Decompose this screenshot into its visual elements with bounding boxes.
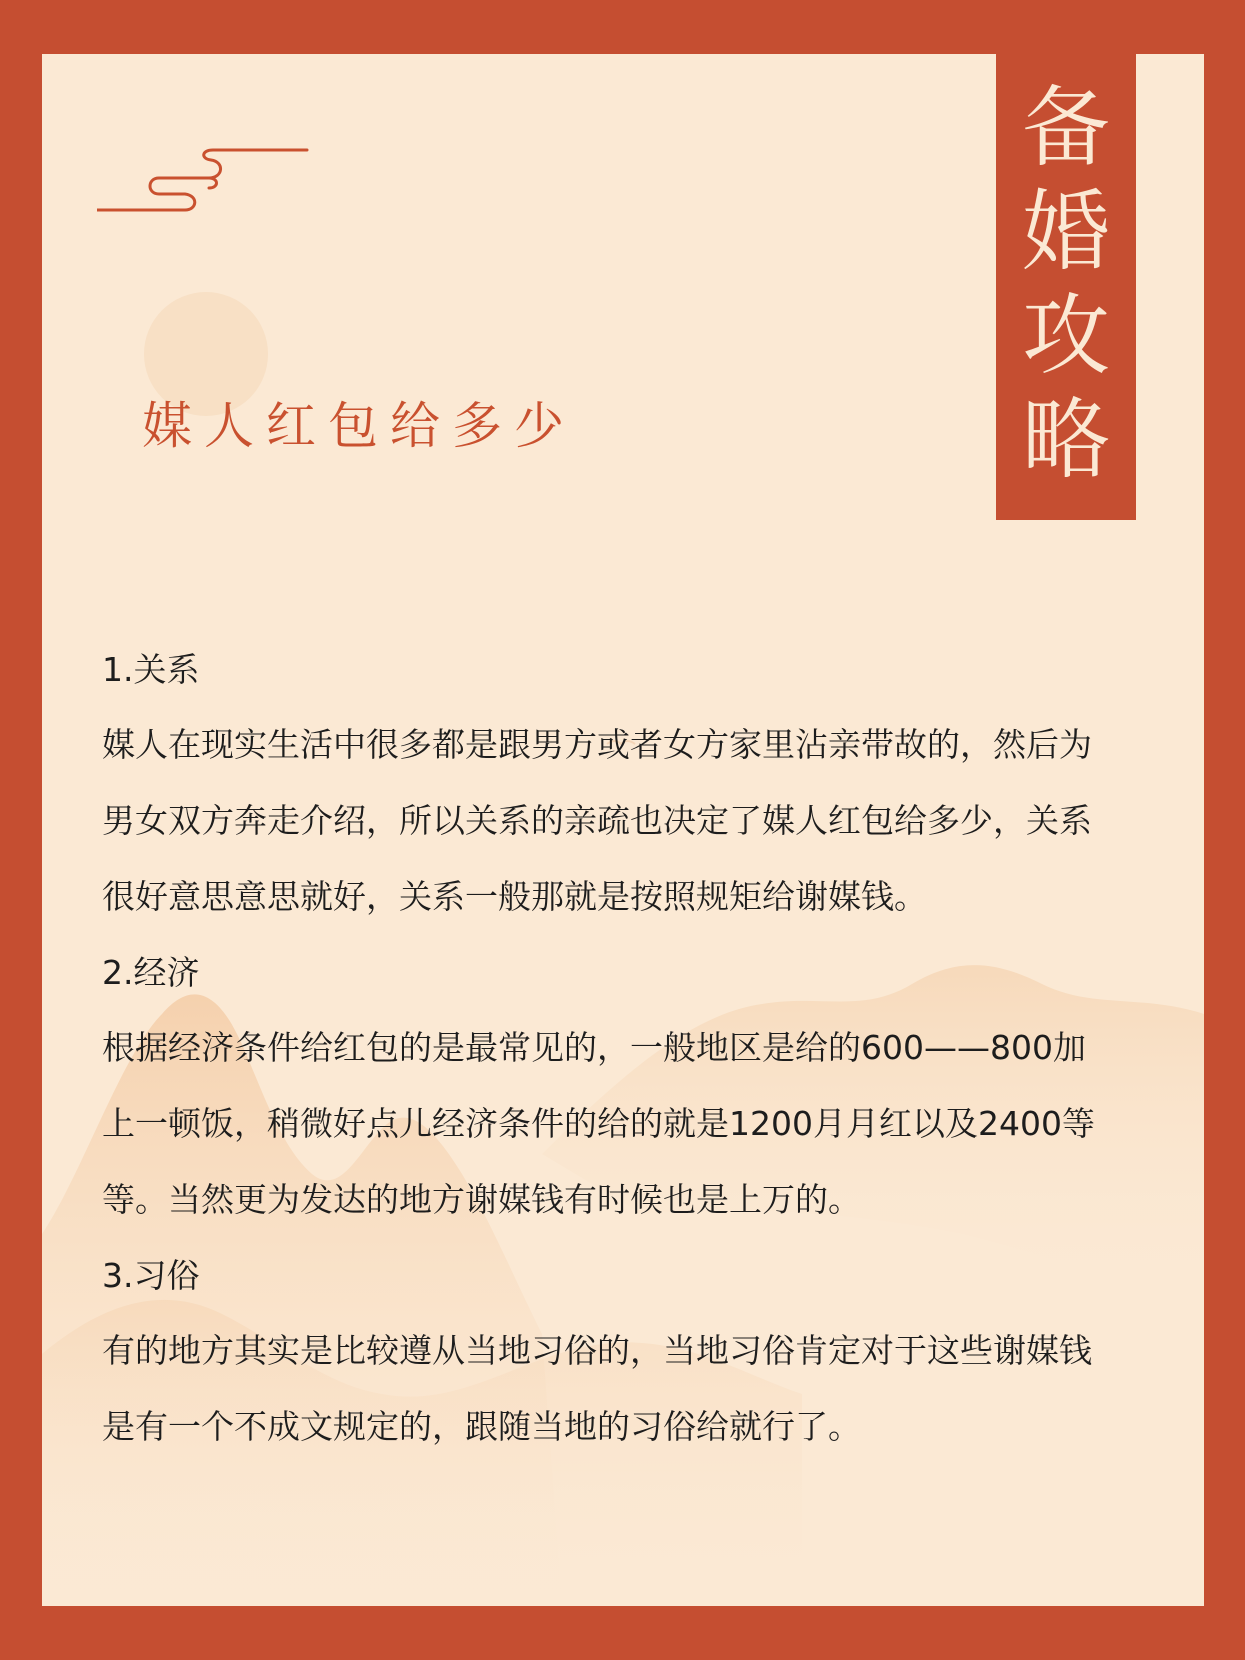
- title-char: 攻: [1021, 284, 1110, 387]
- poster-card: [42, 54, 1204, 1606]
- section-body-relationship: 媒人在现实生活中很多都是跟男方或者女方家里沾亲带故的，然后为男女双方奔走介绍，所以关系的亲疏也决定了媒人红包给多少，关系很好意思意思就好，关系一般那就是按照规矩给谢媒钱。: [102, 725, 1092, 916]
- title-char: 略: [1021, 388, 1110, 491]
- section-heading-economy: 2.经济: [102, 953, 200, 992]
- title-char: 婚: [1021, 180, 1110, 283]
- title-banner: [996, 54, 1136, 520]
- article-content: [102, 632, 1112, 1465]
- section-body-custom: 有的地方其实是比较遵从当地习俗的，当地习俗肯定对于这些谢媒钱是有一个不成文规定的，跟随当地的习俗给就行了。: [102, 1331, 1092, 1446]
- section-heading-custom: 3.习俗: [102, 1256, 200, 1295]
- title-char: 备: [1021, 76, 1110, 179]
- page-subtitle: 媒人红包给多少: [142, 397, 576, 455]
- auspicious-cloud-icon: [97, 148, 312, 218]
- section-body-economy: 根据经济条件给红包的是最常见的，一般地区是给的600——800加上一顿饭，稍微好点儿经济条件的给的就是1200月月红以及2400等等。当然更为发达的地方谢媒钱有时候也是上万的。: [102, 1028, 1095, 1219]
- section-heading-relationship: 1.关系: [102, 650, 200, 689]
